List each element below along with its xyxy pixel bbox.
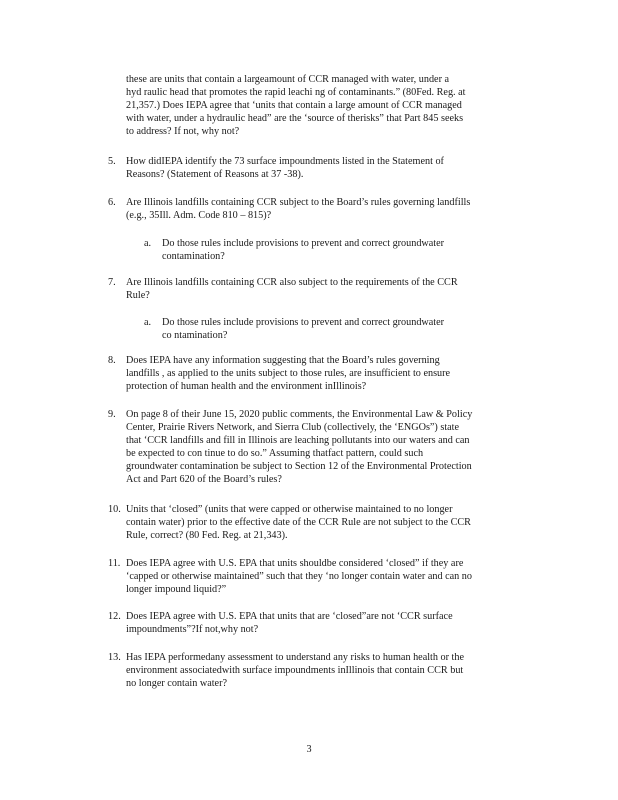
text-line: Do those rules include provisions to prevent and correct groundwater: [162, 317, 445, 328]
text-line: longer impound liquid?”: [126, 584, 227, 595]
sub-item-letter: a.: [144, 317, 152, 328]
text-line: with water, under a hydraulic head” are the ‘source of therisks” that Part 845 seeks: [126, 113, 464, 124]
item-number: 6.: [108, 197, 116, 208]
text-line: 21,357.) Does IEPA agree that ‘units that contain a large amount of CCR managed: [126, 100, 462, 111]
text-line: environment associatedwith surface impoundments inIllinois that contain CCR but: [126, 665, 464, 676]
sub-question-7a: [162, 316, 488, 342]
continuation-paragraph: [126, 73, 524, 138]
text-line: (e.g., 35Ill. Adm. Code 810 – 815)?: [126, 210, 272, 221]
question-item-9: [126, 408, 534, 486]
text-line: contamination?: [162, 251, 225, 262]
text-line: Units that ‘closed” (units that were capped or otherwise maintained to no longer: [126, 504, 453, 515]
text-line: Does IEPA have any information suggesting that the Board’s rules governing: [126, 355, 440, 366]
text-line: contain water) prior to the effective date of the CCR Rule are not subject to the CCR: [126, 517, 471, 528]
text-line: Act and Part 620 of the Board’s rules?: [126, 474, 282, 485]
text-line: Rule, correct? (80 Fed. Reg. at 21,343).: [126, 530, 288, 541]
text-line: Has IEPA performedany assessment to understand any risks to human health or the: [126, 652, 465, 663]
text-line: co ntamination?: [162, 330, 228, 341]
text-line: ‘capped or otherwise maintained” such that they ‘no longer contain water and can no: [126, 571, 472, 582]
text-line: to address? If not, why not?: [126, 126, 240, 137]
text-line: that ‘CCR landfills and fill in Illinois are leaching pollutants into our waters and can: [126, 435, 470, 446]
text-line: hyd raulic head that promotes the rapid leachi ng of contaminants.” (80Fed. Reg. at: [126, 87, 466, 98]
text-line: Does IEPA agree with U.S. EPA that units that are ‘closed”are not ‘CCR surface: [126, 611, 453, 622]
text-line: Are Illinois landfills containing CCR also subject to the requirements of the CCR: [126, 277, 458, 288]
text-line: protection of human health and the environment inIllinois?: [126, 381, 367, 392]
sub-item-letter: a.: [144, 238, 152, 249]
item-number: 5.: [108, 156, 116, 167]
text-line: impoundments”?If not,why not?: [126, 624, 259, 635]
page-number: 3: [306, 744, 312, 755]
sub-question-6a: [162, 237, 488, 263]
text-line: Do those rules include provisions to prevent and correct groundwater: [162, 238, 445, 249]
item-number: 13.: [108, 652, 121, 663]
question-item-11: [126, 557, 538, 596]
question-item-8: [126, 354, 500, 393]
item-number: 11.: [108, 558, 121, 569]
question-item-10: [126, 503, 530, 542]
item-number: 10.: [108, 504, 121, 515]
text-line: Rule?: [126, 290, 150, 301]
text-line: How didIEPA identify the 73 surface impoundments listed in the Statement of: [126, 156, 444, 167]
question-item-5: [126, 155, 510, 181]
text-line: be expected to con tinue to do so.” Assuming thatfact pattern, could such: [126, 448, 424, 459]
question-item-13: [126, 651, 528, 690]
text-line: landfills , as applied to the units subject to those rules, are insufficient to ensure: [126, 368, 451, 379]
item-number: 12.: [108, 611, 121, 622]
item-number: 9.: [108, 409, 116, 420]
item-number: 7.: [108, 277, 116, 288]
question-item-7: [126, 276, 514, 302]
text-line: On page 8 of their June 15, 2020 public comments, the Environmental Law & Policy: [126, 409, 473, 420]
text-line: these are units that contain a largeamount of CCR managed with water, under a: [126, 74, 450, 85]
text-line: Does IEPA agree with U.S. EPA that units shouldbe considered ‘closed” if they are: [126, 558, 464, 569]
item-number: 8.: [108, 355, 116, 366]
text-line: Are Illinois landfills containing CCR subject to the Board’s rules governing landfills: [126, 197, 471, 208]
text-line: no longer contain water?: [126, 678, 227, 689]
text-line: Reasons? (Statement of Reasons at 37 -38).: [126, 169, 304, 180]
text-line: Center, Prairie Rivers Network, and Sierra Club (collectively, the ‘ENGOs”) state: [126, 422, 460, 433]
question-item-6: [126, 196, 530, 222]
question-item-12: [126, 610, 514, 636]
text-line: groundwater contamination be subject to Section 12 of the Environmental Protection: [126, 461, 472, 472]
